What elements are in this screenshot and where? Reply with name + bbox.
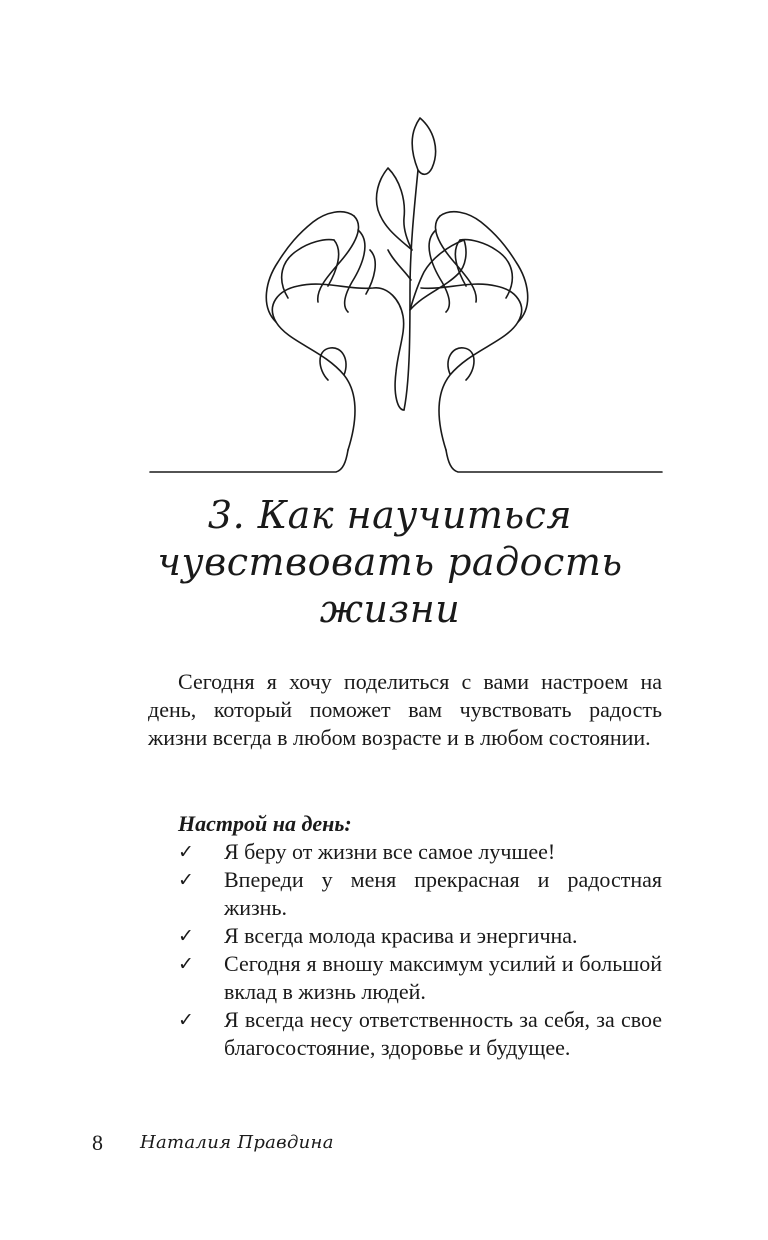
check-icon: ✓ (178, 925, 194, 947)
chapter-title-line: 3. Как научиться (207, 493, 573, 537)
list-item-text: Я всегда молода красива и энергична. (224, 923, 578, 948)
affirmations-list (148, 838, 662, 1062)
chapter-title (140, 492, 640, 633)
list-item (148, 950, 662, 1006)
list-item-text: Сегодня я вношу максимум усилий и большой вклад в жизнь людей. (224, 951, 662, 1004)
author-name: Наталия Правдина (140, 1132, 334, 1153)
list-item-text: Впереди у меня прекрасная и радостная жизнь. (224, 867, 662, 920)
chapter-title-line: жизни (319, 587, 461, 631)
check-icon: ✓ (178, 841, 194, 863)
intro-text (148, 668, 662, 752)
check-icon: ✓ (178, 869, 194, 891)
affirmations-heading: Настрой на день: (178, 811, 352, 836)
list-item (148, 922, 662, 950)
hands-holding-sprout-icon (148, 110, 664, 480)
page-number: 8 (92, 1130, 103, 1155)
intro-paragraph: Сегодня я хочу поделиться с вами настроем на день, который поможет вам чувствовать радость жизни всегда в любом возрасте и в любом состоянии. (148, 669, 662, 750)
list-item-text: Я беру от жизни все самое лучшее! (224, 839, 556, 864)
check-icon: ✓ (178, 953, 194, 975)
list-item (148, 866, 662, 922)
check-icon: ✓ (178, 1009, 194, 1031)
list-item-text: Я всегда несу ответственность за себя, за свое благосостояние, здоровье и будущее. (224, 1007, 662, 1060)
list-item (148, 838, 662, 866)
affirmations-section (148, 810, 662, 1062)
list-item (148, 1006, 662, 1062)
chapter-title-line: чувствовать радость (157, 540, 623, 584)
